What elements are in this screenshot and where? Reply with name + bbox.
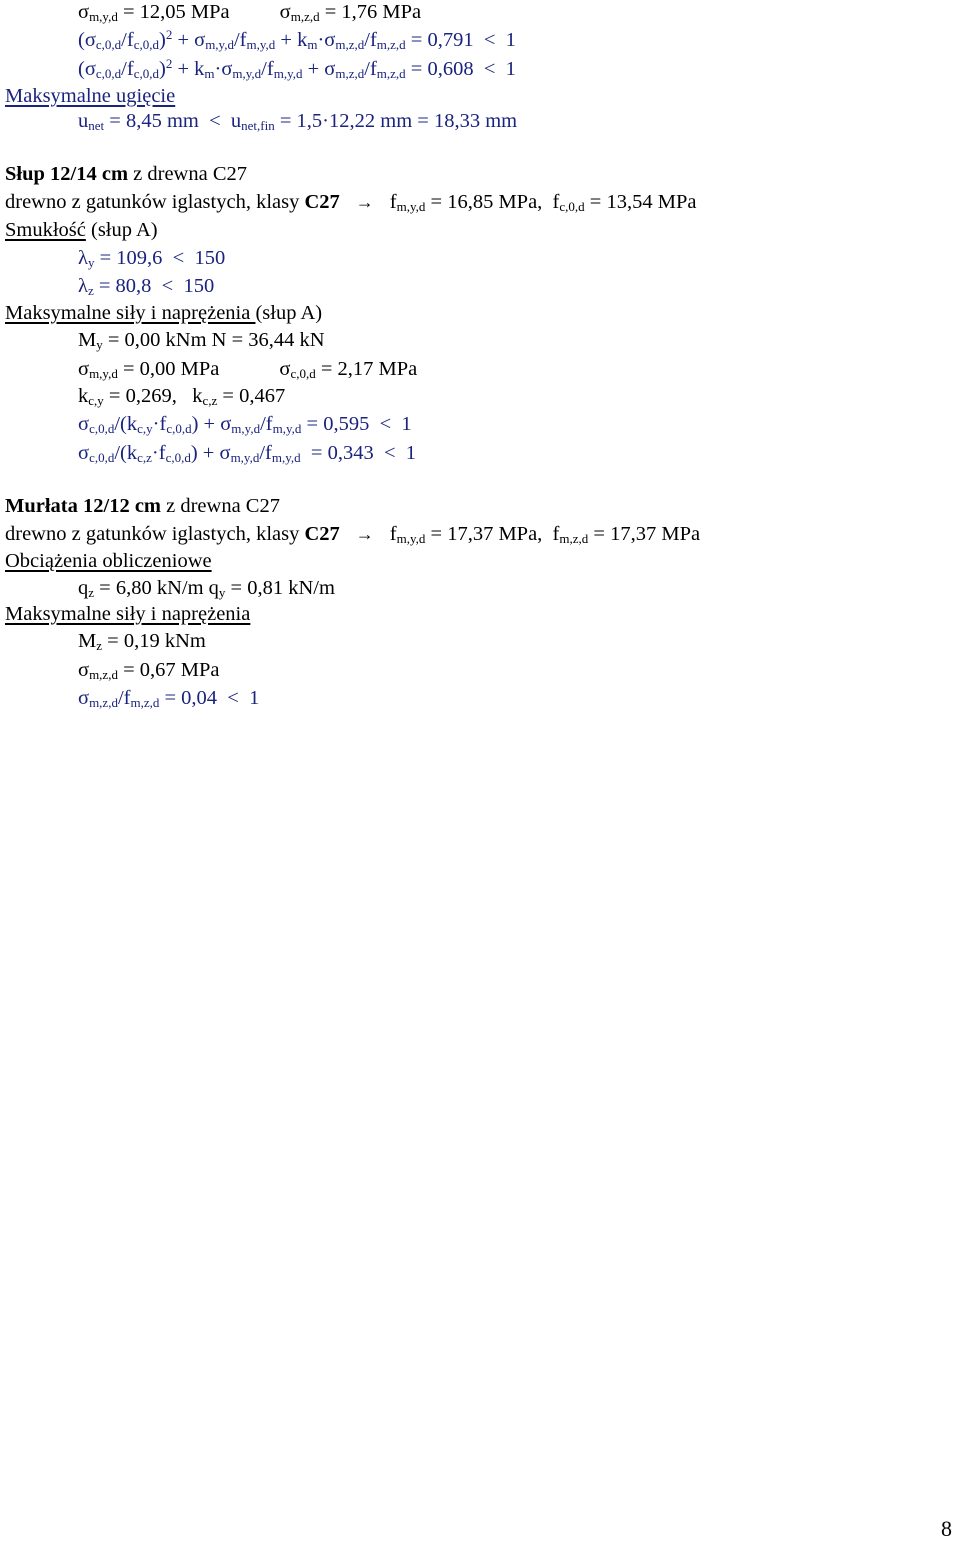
- slenderness-y: $\lambda_y = 109,6 < 150$: [78, 247, 226, 270]
- slenderness-z: $\lambda_z = 80,8 < 150$: [78, 275, 215, 298]
- deflection-check: $u_{net} = 8,45$ mm < $u_{net,fin} = 1,5\cdot 12,22$ mm = 18,33 mm: [78, 110, 518, 133]
- slenderness-label: Smukłość: [5, 219, 86, 241]
- design-loads-heading: Obciążenia obliczeniowe: [5, 550, 212, 572]
- stress-values-line: [78, 0, 421, 24]
- column-material: z drewna C27: [128, 163, 248, 185]
- strength-values-wallplate: $f_{m,y,d} = 17,37$ MPa, $f_{m,z,d} = 17,37$ MPa: [389, 523, 701, 546]
- forces-heading-column: [5, 301, 322, 325]
- check-formula-column-z: $\sigma_{c,0,d}/(k_{c,z}\cdot f_{c,0,d}) + \sigma_{m,y,d}/f_{m,y,d} = 0,343 < 1$: [78, 442, 417, 465]
- sigma-c0d-column: $\sigma_{c,0,d} = 2,17$ MPa: [279, 358, 418, 381]
- slenderness-heading: [5, 218, 158, 242]
- arrow-right-icon: →: [355, 192, 374, 212]
- forces-label: Maksymalne siły i naprężenia: [5, 302, 256, 324]
- slenderness-note: (słup A): [85, 219, 158, 241]
- material-class-2: C27: [304, 523, 340, 545]
- arrow-right-icon: →: [355, 524, 374, 544]
- buckling-coefficients: $k_{c,y} = 0,269$, $k_{c,z} = 0,467$: [78, 385, 286, 408]
- column-title: Słup 12/14 cm: [5, 163, 129, 185]
- material-class: C27: [304, 191, 340, 213]
- forces-note: (słup A): [255, 302, 323, 324]
- wallplate-title: Murłata 12/12 cm: [5, 495, 161, 517]
- sigma-myd: $\sigma_{m,y,d} = 12,05$ MPa: [78, 1, 230, 24]
- material-desc: drewno z gatunków iglastych, klasy: [5, 191, 305, 213]
- element-heading-column: [5, 162, 247, 186]
- page-number: 8: [941, 1516, 952, 1541]
- material-line-wallplate: [5, 522, 700, 546]
- material-line-column: [5, 190, 696, 214]
- check-formula-1: $(\sigma_{c,0,d}/f_{c,0,d})^2 + \sigma_{m,y,d}/f_{m,y,d} + k_m\cdot\sigma_{m,z,d}/f_{m,z,d} = 0,791 < 1$: [78, 27, 516, 52]
- section-heading-deflection: Maksymalne ugięcie: [5, 85, 176, 107]
- sigma-mzd: $\sigma_{m,z,d} = 1,76$ MPa: [279, 1, 422, 24]
- material-desc-2: drewno z gatunków iglastych, klasy: [5, 523, 305, 545]
- element-heading-wallplate: [5, 494, 280, 518]
- stress-wallplate: $\sigma_{m,z,d} = 0,67$ MPa: [78, 659, 220, 682]
- moment-wallplate: $M_z = 0,19$ kNm: [78, 630, 206, 653]
- wallplate-material: z drewna C27: [161, 495, 280, 517]
- sigma-myd-column: $\sigma_{m,y,d} = 0,00$ MPa: [78, 358, 220, 381]
- forces-heading-wallplate: Maksymalne siły i naprężenia: [5, 603, 251, 625]
- moment-force-values: $M_y = 0,00$ kNm N = 36,44 kN: [78, 329, 325, 352]
- strength-values-column: $f_{m,y,d} = 16,85$ MPa, $f_{c,0,d} = 13,54$ MPa: [389, 191, 697, 214]
- check-formula-wallplate: $\sigma_{m,z,d}/f_{m,z,d} = 0,04 < 1$: [78, 687, 260, 710]
- check-formula-column-y: $\sigma_{c,0,d}/(k_{c,y}\cdot f_{c,0,d}) + \sigma_{m,y,d}/f_{m,y,d} = 0,595 < 1$: [78, 413, 412, 436]
- design-loads-values: $q_z = 6,80$ kN/m $q_y = 0,81$ kN/m: [78, 577, 335, 600]
- check-formula-2: $(\sigma_{c,0,d}/f_{c,0,d})^2 + k_m\cdot\sigma_{m,y,d}/f_{m,y,d} + \sigma_{m,z,d}/f_{m,z,d} = 0,608 < 1$: [78, 56, 516, 81]
- stress-values-column: [78, 357, 417, 381]
